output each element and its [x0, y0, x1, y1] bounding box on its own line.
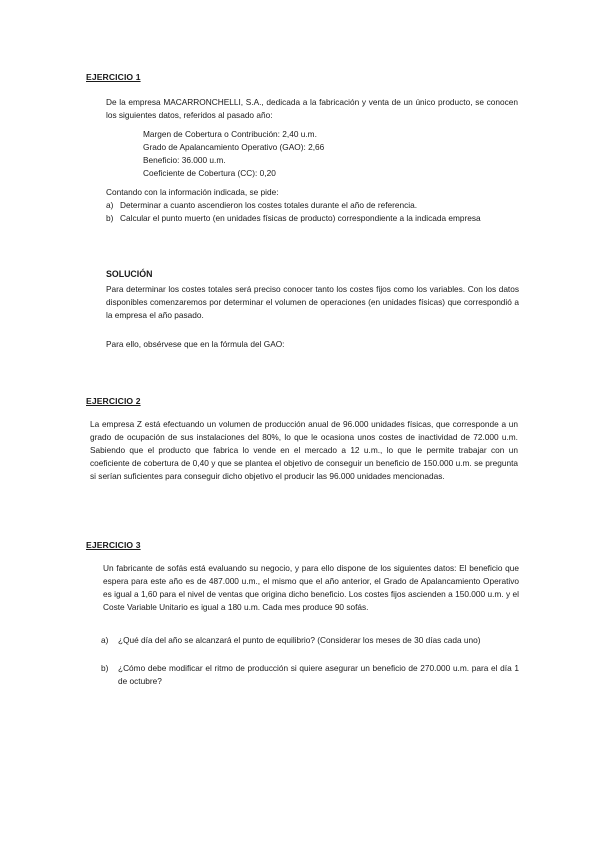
item-text: Calcular el punto muerto (en unidades físicas de producto) correspondiente a la indicada empresa — [120, 213, 481, 223]
item-text: ¿Cómo debe modificar el ritmo de producción si quiere asegurar un beneficio de 270.000 u.m. para el día 1 de octubre? — [118, 663, 519, 686]
exercise-1-heading: EJERCICIO 1 — [86, 72, 141, 82]
item-text: Determinar a cuanto ascendieron los costes totales durante el año de referencia. — [120, 200, 418, 210]
item-label: b) — [106, 213, 114, 223]
item-label: b) — [101, 663, 109, 673]
exercise-1-intro: De la empresa MACARRONCHELLI, S.A., dedicada a la fabricación y venta de un único producto, se conocen los siguientes datos, referidos al pasado año: — [106, 97, 518, 120]
exercise-1-item-b — [106, 212, 518, 240]
item-text: ¿Qué día del año se alcanzará el punto de equilibrio? (Considerar los meses de 30 días cada uno) — [118, 635, 481, 645]
solution-note: Para ello, obsérvese que en la fórmula del GAO: — [106, 339, 285, 349]
exercise-1-item-a — [106, 199, 518, 213]
exercise-1-question: Contando con la información indicada, se pide: — [106, 187, 279, 197]
item-label: a) — [106, 200, 114, 210]
exercise-2-heading: EJERCICIO 2 — [86, 396, 141, 406]
solution-heading: SOLUCIÓN — [106, 269, 153, 279]
exercise-3-heading: EJERCICIO 3 — [86, 540, 141, 550]
exercise-1-data-line: Coeficiente de Cobertura (CC): 0,20 — [143, 168, 276, 178]
exercise-1-data-line: Margen de Cobertura o Contribución: 2,40 u.m. — [143, 129, 317, 139]
exercise-2-statement: La empresa Z está efectuando un volumen de producción anual de 96.000 unidades físicas, que corresponde a un grado de ocupación de sus instalaciones del 80%, lo que le ocasiona unos costes de inactividad de 72.000 u.m. Sabiendo que el producto que fabrica lo vende en el mercado a 12 u.m., lo que le permite trabajar con un coeficiente de cobertura de 0,40 y que se plantea el objetivo de conseguir un beneficio de 150.000 u.m. se pregunta si serían suficientes para conseguir dicho objetivo el producir las 96.000 unidades mencionadas. — [90, 419, 518, 481]
item-label: a) — [101, 635, 109, 645]
exercise-1-data-line: Beneficio: 36.000 u.m. — [143, 155, 226, 165]
exercise-1-data-line: Grado de Apalancamiento Operativo (GAO): 2,66 — [143, 142, 325, 152]
exercise-3-item-a — [101, 634, 519, 662]
solution-paragraph: Para determinar los costes totales será preciso conocer tanto los costes fijos como los variables. Con los datos disponibles comenzaremos por determinar el volumen de operaciones (en unidades físicas) que correspondió a la empresa el año pasado. — [106, 284, 519, 320]
exercise-3-statement: Un fabricante de sofás está evaluando su negocio, y para ello dispone de los siguientes datos: El beneficio que espera para este año es de 487.000 u.m., el mismo que el año anterior, el Grado de Apalancamiento Operativo es igual a 1,60 para el nivel de ventas que origina dicho beneficio. Los costes fijos ascienden a 150.000 u.m. y el Coste Variable Unitario es igual a 180 u.m. Cada mes produce 90 sofás. — [103, 563, 519, 612]
exercise-3-item-b — [101, 662, 519, 690]
